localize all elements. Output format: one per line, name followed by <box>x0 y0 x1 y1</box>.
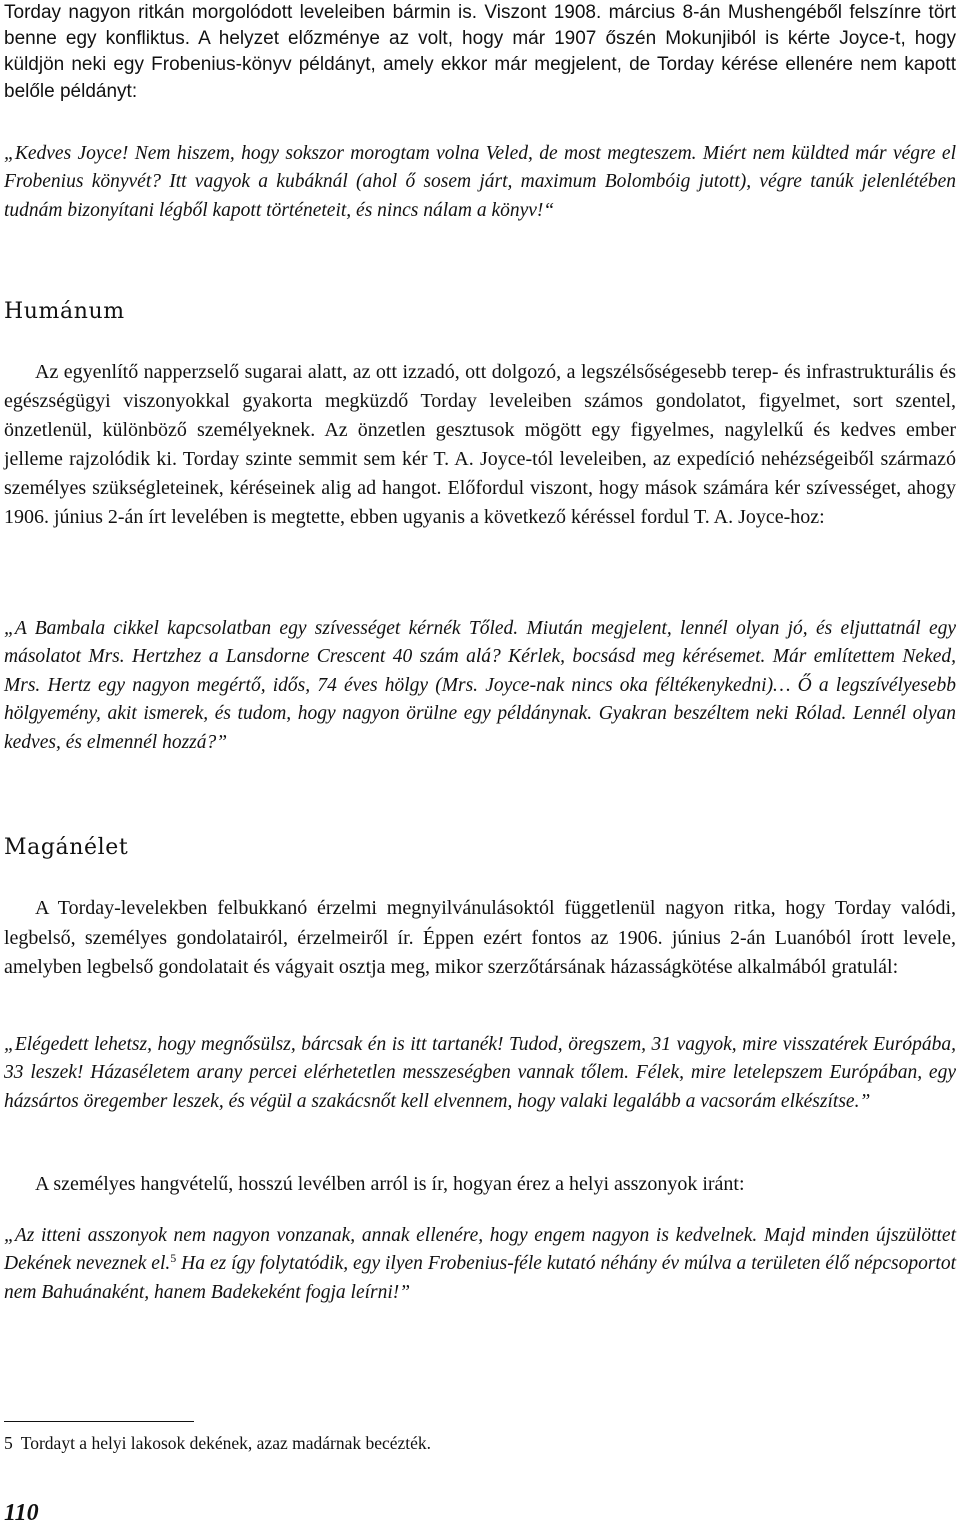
footnote-number: 5 <box>4 1433 13 1453</box>
footnote-reference: 5 <box>170 1251 177 1266</box>
footnote <box>4 1433 431 1454</box>
section-heading-maganelet: Magánélet <box>4 835 129 860</box>
quote-text-part-2: Ha ez így folytatódik, egy ilyen Frobenius-féle kutató néhány év múlva a területen élő népcsoportot nem Bahuánaként, hanem Badekeként fogja leírni!” <box>4 1253 956 1303</box>
marriage-letter-quote: „Elégedett lehetsz, hogy megnősülsz, bárcsak én is itt tartanék! Tudod, öregszem, 31 vagyok, mire visszatérek Európába, 33 leszek! Házaséletem arany percei elérhetetlen messzeségben vannak tőlem. Félek, mire letelepszem Európában, egy házsártos öregember leszek, és végül a szakácsnőt kell elvennem, hogy valaki legalább a vacsorám elkészítse.” <box>4 1034 956 1112</box>
section-heading-humanum: Humánum <box>4 299 125 324</box>
page-number: 110 <box>4 1500 39 1526</box>
footnote-text: Tordayt a helyi lakosok dekének, azaz madárnak becézték. <box>20 1433 432 1453</box>
women-intro-paragraph: A személyes hangvételű, hosszú levélben arról is ír, hogyan érez a helyi asszonyok iránt: <box>35 1173 745 1195</box>
frobenius-letter-quote: „Kedves Joyce! Nem hiszem, hogy sokszor morogtam volna Veled, de most megteszem. Miért nem küldted már végre el Frobenius könyvét? Itt vagyok a kubáknál (ahol ő sosem járt, maximum Bolombóig jutott), végre tanúk jelenlétében tudnám bizonyítani légből kapott történeteit, és nincs nálam a könyv!“ <box>4 143 956 221</box>
quote-text-part-1: „Az itteni asszonyok nem nagyon vonzanak, annak ellenére, hogy engem nagyon is kedvelnek. Majd minden újszülöttet Dekének neveznek el. <box>4 1225 956 1275</box>
women-letter-quote <box>4 1222 956 1307</box>
intro-paragraph: Torday nagyon ritkán morgolódott leveleiben bármin is. Viszont 1908. március 8-án Mushengéből felszínre tört benne egy konfliktus. A helyzet előzménye az volt, hogy már 1907 őszén Mokunjiból is kérte Joyce-t, hogy küldjön neki egy Frobenius-könyv példányt, amely ekkor már megjelent, de Torday kérése ellenére nem kapott belőle példányt: <box>4 2 956 102</box>
maganelet-paragraph: A Torday-levelekben felbukkanó érzelmi megnyilvánulásoktól függetlenül nagyon ritka, hogy Torday valódi, legbelső, személyes gondolatairól, érzelmeiről ír. Éppen ezért fontos az 1906. június 2-án Luanóból írott levele, amelyben legbelső gondolatait és vágyait osztja meg, mikor szerzőtársának házasságkötése alkalmából gratulál: <box>4 897 956 979</box>
hertz-letter-quote: „A Bambala cikkel kapcsolatban egy szívességet kérnék Tőled. Miután megjelent, lennél olyan jó, és eljuttatnál egy másolatot Mrs. Hertzhez a Lansdorne Crescent 40 szám alá? Kérlek, bocsásd meg kérésemet. Már említettem Neked, Mrs. Hertz egy nagyon megértő, idős, 74 éves hölgy (Mrs. Joyce-nak nincs oka féltékenykedni)… Ő a legszívélyesebb hölgyemény, akit ismerek, és tudom, hogy nagyon örülne egy példánynak. Gyakran beszéltem neki Rólad. Lennél olyan kedves, és elmennél hozzá?” <box>4 618 956 753</box>
humanum-paragraph: Az egyenlítő napperzselő sugarai alatt, az ott izzadó, ott dolgozó, a legszélsőségesebb terep- és infrastrukturális és egészségügyi viszonyokkal gyakorta megküzdő Torday leveleiben számos gondolatot, figyelmet, sort szentel, önzetlenül, különböző személyeknek. Az önzetlen gesztusok mögött egy figyelmes, nagylelkű és kedves ember jelleme rajzolódik ki. Torday szinte semmit sem kér T. A. Joyce-tól leveleiben, az expedíció nehézségeiből származó személyes szükségleteinek, kéréseinek alig ad hangot. Előfordul viszont, hogy mások számára kér szívességet, ahogy 1906. június 2-án írt levelében is megtette, ebben ugyanis a következő kéréssel fordul T. A. Joyce-hoz: <box>4 361 956 529</box>
footnote-divider <box>4 1421 194 1422</box>
